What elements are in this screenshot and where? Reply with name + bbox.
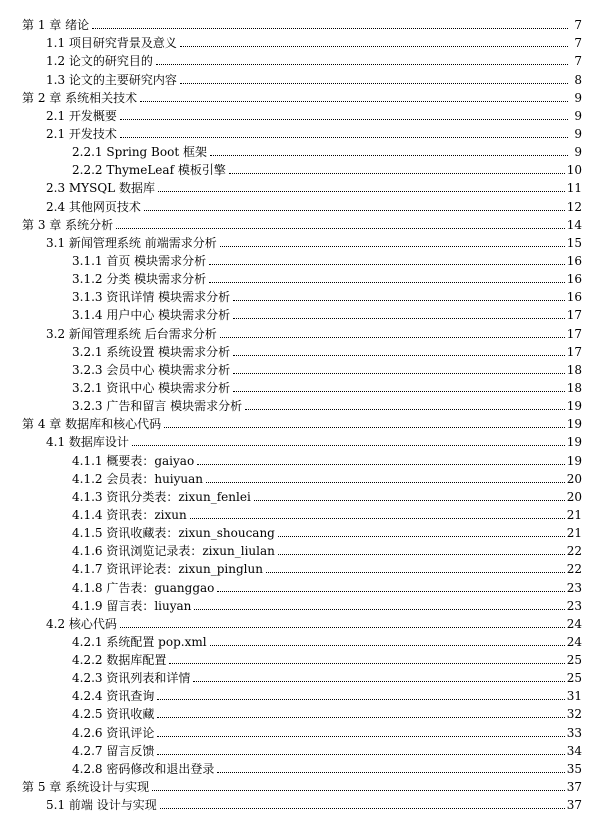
toc-entry[interactable] [22, 214, 582, 232]
toc-dot-leader [266, 571, 565, 573]
toc-entry[interactable] [22, 359, 582, 377]
toc-entry-title: 1.1 项目研究背景及意义 [46, 36, 177, 51]
toc-entry-page-number: 9 [574, 90, 582, 105]
toc-entry[interactable] [22, 794, 582, 812]
toc-entry-title: 第 4 章 数据库和核心代码 [22, 417, 162, 432]
toc-entry-title: 3.1.3 资讯详情 模块需求分析 [72, 290, 231, 305]
toc-entry-title: 4.1.9 留言表：liuyan [72, 598, 192, 613]
toc-entry[interactable] [22, 486, 582, 504]
toc-entry[interactable] [22, 377, 582, 395]
toc-dot-leader [180, 45, 568, 47]
toc-entry[interactable] [22, 504, 582, 522]
toc-entry-title: 4.2.6 资讯评论 [72, 725, 155, 740]
toc-entry-page-number: 9 [574, 126, 582, 141]
toc-entry-title: 4.1.8 广告表：guanggao [72, 580, 215, 595]
toc-entry[interactable] [22, 14, 582, 32]
toc-dot-leader [157, 735, 564, 737]
toc-entry-title: 4.2.2 数据库配置 [72, 653, 167, 668]
toc-entry[interactable] [22, 468, 582, 486]
toc-dot-leader [278, 553, 565, 555]
toc-dot-leader [233, 354, 565, 356]
toc-entry-page-number: 37 [566, 780, 582, 795]
toc-entry[interactable] [22, 268, 582, 286]
toc-entry-title: 4.2.3 资讯列表和详情 [72, 671, 191, 686]
toc-dot-leader [157, 716, 564, 718]
toc-entry-page-number: 17 [566, 344, 582, 359]
toc-entry-title: 5.1 前端 设计与实现 [46, 798, 157, 813]
toc-entry-page-number: 19 [566, 417, 582, 432]
toc-entry-title: 第 5 章 系统设计与实现 [22, 780, 150, 795]
toc-entry-title: 2.2.2 ThymeLeaf 模板引擎 [72, 163, 226, 178]
toc-entry[interactable] [22, 68, 582, 86]
toc-entry-title: 3.1.1 首页 模块需求分析 [72, 253, 207, 268]
toc-dot-leader [158, 190, 565, 192]
toc-entry-title: 第 2 章 系统相关技术 [22, 90, 138, 105]
toc-entry-page-number: 37 [566, 798, 582, 813]
toc-entry-title: 2.1 开发技术 [46, 126, 117, 141]
toc-entry-title: 4.2.4 资讯查询 [72, 689, 155, 704]
toc-entry[interactable] [22, 613, 582, 631]
toc-dot-leader [169, 662, 564, 664]
toc-entry-page-number: 15 [566, 235, 582, 250]
toc-dot-leader [144, 209, 565, 211]
toc-entry-page-number: 23 [566, 598, 582, 613]
toc-entry-page-number: 22 [566, 544, 582, 559]
toc-dot-leader [193, 680, 564, 682]
toc-entry-page-number: 18 [566, 362, 582, 377]
toc-entry-page-number: 20 [566, 471, 582, 486]
toc-dot-leader [233, 299, 565, 301]
toc-entry-page-number: 9 [574, 108, 582, 123]
toc-entry[interactable] [22, 286, 582, 304]
toc-entry-page-number: 16 [566, 272, 582, 287]
toc-entry-title: 3.2.1 系统设置 模块需求分析 [72, 344, 231, 359]
toc-entry-title: 1.2 论文的研究目的 [46, 54, 153, 69]
toc-entry-title: 3.1.4 用户中心 模块需求分析 [72, 308, 231, 323]
toc-dot-leader [278, 535, 565, 537]
toc-entry[interactable] [22, 159, 582, 177]
toc-entry-page-number: 10 [566, 163, 582, 178]
toc-dot-leader [152, 789, 565, 791]
toc-dot-leader [164, 426, 565, 428]
toc-entry-page-number: 21 [566, 526, 582, 541]
toc-entry-page-number: 11 [566, 181, 582, 196]
toc-entry-title: 4.1.3 资讯分类表：zixun_fenlei [72, 489, 251, 504]
toc-entry-title: 第 3 章 系统分析 [22, 217, 114, 232]
toc-dot-leader [233, 372, 565, 374]
toc-entry-page-number: 21 [566, 507, 582, 522]
toc-entry-page-number: 35 [566, 761, 582, 776]
toc-dot-leader [120, 118, 568, 120]
toc-entry[interactable] [22, 413, 582, 431]
toc-entry-title: 第 1 章 绪论 [22, 18, 90, 33]
toc-entry-page-number: 16 [566, 253, 582, 268]
toc-dot-leader [92, 27, 568, 29]
toc-entry-title: 4.2.1 系统配置 pop.xml [72, 634, 207, 649]
toc-entry-page-number: 7 [574, 54, 582, 69]
toc-entry-title: 4.1.1 概要表：gaiyao [72, 453, 195, 468]
toc-entry[interactable] [22, 87, 582, 105]
toc-entry-title: 3.2 新闻管理系统 后台需求分析 [46, 326, 217, 341]
toc-dot-leader [229, 172, 565, 174]
toc-entry-page-number: 32 [566, 707, 582, 722]
toc-dot-leader [209, 263, 565, 265]
toc-entry-title: 4.1 数据库设计 [46, 435, 129, 450]
toc-dot-leader [210, 644, 565, 646]
toc-dot-leader [190, 517, 565, 519]
toc-entry-title: 3.2.3 广告和留言 模块需求分析 [72, 399, 243, 414]
toc-entry-title: 3.1.2 分类 模块需求分析 [72, 272, 207, 287]
toc-entry-page-number: 9 [574, 145, 582, 160]
toc-entry-page-number: 33 [566, 725, 582, 740]
toc-entry-page-number: 12 [566, 199, 582, 214]
toc-entry-page-number: 8 [574, 72, 582, 87]
toc-dot-leader [157, 698, 564, 700]
toc-dot-leader [210, 154, 568, 156]
toc-entry-title: 4.1.2 会员表：huiyuan [72, 471, 204, 486]
toc-entry-page-number: 22 [566, 562, 582, 577]
toc-entry-page-number: 7 [574, 36, 582, 51]
toc-entry-title: 2.3 MYSQL 数据库 [46, 181, 155, 196]
toc-entry[interactable] [22, 123, 582, 141]
toc-entry-title: 4.2.5 资讯收藏 [72, 707, 155, 722]
toc-entry-page-number: 24 [566, 634, 582, 649]
toc-entry-page-number: 23 [566, 580, 582, 595]
toc-entry[interactable] [22, 195, 582, 213]
toc-entry[interactable] [22, 232, 582, 250]
toc-entry[interactable] [22, 105, 582, 123]
toc-entry[interactable] [22, 341, 582, 359]
toc-dot-leader [116, 227, 565, 229]
toc-entry-title: 4.2.7 留言反馈 [72, 743, 155, 758]
toc-entry-title: 3.2.1 资讯中心 模块需求分析 [72, 380, 231, 395]
toc-dot-leader [217, 771, 564, 773]
toc-dot-leader [156, 63, 568, 65]
toc-entry-page-number: 7 [574, 18, 582, 33]
toc-entry[interactable] [22, 703, 582, 721]
toc-entry-page-number: 19 [566, 453, 582, 468]
toc-entry-title: 2.1 开发概要 [46, 108, 117, 123]
toc-entry[interactable] [22, 649, 582, 667]
toc-entry[interactable] [22, 631, 582, 649]
toc-entry-title: 2.2.1 Spring Boot 框架 [72, 145, 207, 160]
toc-entry-title: 2.4 其他网页技术 [46, 199, 141, 214]
toc-entry[interactable] [22, 395, 582, 413]
toc-entry[interactable] [22, 667, 582, 685]
toc-entry[interactable] [22, 540, 582, 558]
toc-entry[interactable] [22, 32, 582, 50]
toc-entry-title: 3.2.3 会员中心 模块需求分析 [72, 362, 231, 377]
toc-entry-page-number: 31 [566, 689, 582, 704]
toc-dot-leader [233, 317, 565, 319]
toc-dot-leader [160, 807, 565, 809]
toc-entry-title: 4.2 核心代码 [46, 616, 117, 631]
toc-dot-leader [120, 626, 565, 628]
toc-entry-page-number: 14 [566, 217, 582, 232]
toc-dot-leader [157, 753, 564, 755]
toc-entry[interactable] [22, 431, 582, 449]
toc-entry-title: 4.1.4 资讯表：zixun [72, 507, 187, 522]
toc-entry[interactable] [22, 141, 582, 159]
toc-entry-title: 4.1.7 资讯评论表：zixun_pinglun [72, 562, 263, 577]
toc-entry-page-number: 20 [566, 489, 582, 504]
toc-entry[interactable] [22, 449, 582, 467]
table-of-contents [22, 14, 582, 812]
toc-entry[interactable] [22, 177, 582, 195]
toc-entry-page-number: 19 [566, 435, 582, 450]
toc-entry[interactable] [22, 721, 582, 739]
toc-entry[interactable] [22, 50, 582, 68]
toc-entry[interactable] [22, 250, 582, 268]
toc-dot-leader [194, 608, 564, 610]
toc-entry-page-number: 19 [566, 399, 582, 414]
toc-dot-leader [180, 82, 568, 84]
toc-entry-page-number: 24 [566, 616, 582, 631]
toc-entry-title: 1.3 论文的主要研究内容 [46, 72, 177, 87]
toc-dot-leader [245, 408, 565, 410]
toc-entry[interactable] [22, 595, 582, 613]
toc-dot-leader [233, 390, 565, 392]
toc-entry-title: 4.1.5 资讯收藏表：zixun_shoucang [72, 526, 275, 541]
toc-entry-page-number: 16 [566, 290, 582, 305]
toc-entry-title: 3.1 新闻管理系统 前端需求分析 [46, 235, 217, 250]
toc-entry[interactable] [22, 758, 582, 776]
toc-entry[interactable] [22, 576, 582, 594]
toc-dot-leader [140, 100, 568, 102]
toc-entry[interactable] [22, 522, 582, 540]
toc-entry[interactable] [22, 322, 582, 340]
toc-entry-title: 4.2.8 密码修改和退出登录 [72, 761, 215, 776]
toc-entry[interactable] [22, 740, 582, 758]
toc-entry-page-number: 25 [566, 653, 582, 668]
toc-entry[interactable] [22, 776, 582, 794]
toc-entry-page-number: 17 [566, 308, 582, 323]
toc-entry[interactable] [22, 558, 582, 576]
toc-dot-leader [254, 499, 565, 501]
toc-entry-page-number: 34 [566, 743, 582, 758]
toc-dot-leader [120, 136, 568, 138]
toc-dot-leader [206, 481, 565, 483]
toc-entry-page-number: 25 [566, 671, 582, 686]
toc-dot-leader [217, 590, 564, 592]
toc-dot-leader [132, 444, 565, 446]
toc-entry-page-number: 18 [566, 380, 582, 395]
toc-entry[interactable] [22, 685, 582, 703]
toc-entry-page-number: 17 [566, 326, 582, 341]
toc-entry[interactable] [22, 304, 582, 322]
toc-dot-leader [197, 463, 565, 465]
toc-entry-title: 4.1.6 资讯浏览记录表：zixun_liulan [72, 544, 275, 559]
toc-dot-leader [220, 336, 565, 338]
toc-dot-leader [209, 281, 565, 283]
toc-dot-leader [220, 245, 565, 247]
